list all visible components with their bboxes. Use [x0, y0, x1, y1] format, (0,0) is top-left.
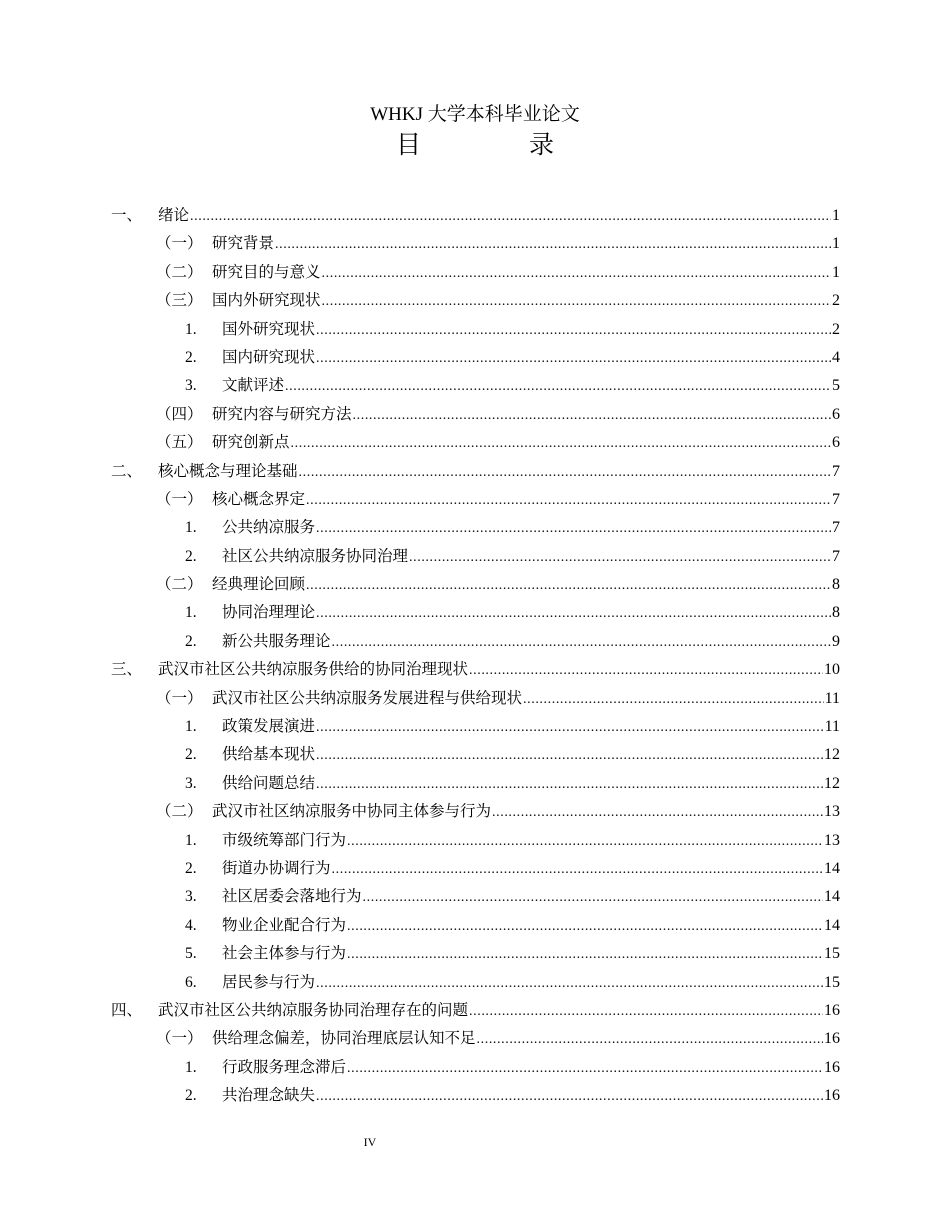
- toc-title: 目 录: [396, 130, 604, 159]
- toc-entry-number: 三、: [111, 660, 143, 679]
- toc-entry-label: 社会主体参与行为: [222, 944, 347, 963]
- toc-entry-page: 16: [824, 1087, 840, 1105]
- toc-entry[interactable]: [111, 1081, 840, 1109]
- toc-entry-page: 4: [832, 348, 840, 366]
- toc-entry-page: 2: [832, 320, 840, 338]
- toc-entry-page: 15: [824, 945, 840, 963]
- toc-dot-leader: [353, 402, 831, 430]
- page-number-footer: IV: [363, 1135, 377, 1149]
- toc-entry-page: 12: [824, 774, 840, 792]
- toc-dot-leader: [316, 1083, 823, 1111]
- toc-dot-leader: [316, 600, 831, 628]
- toc-entry-page: 9: [832, 632, 840, 650]
- toc-entry-number: 3.: [185, 888, 197, 906]
- toc-entry[interactable]: [111, 513, 840, 541]
- toc-entry-page: 6: [832, 405, 840, 423]
- toc-entry[interactable]: [111, 627, 840, 655]
- toc-entry-label: 共治理念缺失: [222, 1086, 316, 1105]
- toc-entry-label: 社区公共纳凉服务协同治理: [222, 546, 409, 565]
- toc-dot-leader: [347, 913, 823, 941]
- toc-entry-page: 14: [824, 859, 840, 877]
- toc-entry-page: 11: [824, 689, 840, 707]
- toc-entry-number: 1.: [185, 831, 197, 849]
- toc-dot-leader: [306, 487, 831, 515]
- toc-dot-leader: [409, 544, 831, 572]
- toc-entry[interactable]: [111, 1024, 840, 1052]
- toc-entry-page: 8: [832, 576, 840, 594]
- toc-entry-number: （一）: [156, 688, 203, 707]
- toc-entry-page: 6: [832, 434, 840, 452]
- toc-dot-leader: [316, 345, 831, 373]
- toc-entry-page: 1: [832, 263, 840, 281]
- toc-entry-number: 四、: [111, 1000, 143, 1019]
- toc-dot-leader: [275, 231, 831, 259]
- toc-entry[interactable]: [111, 854, 840, 882]
- toc-entry[interactable]: [111, 315, 840, 343]
- toc-entry[interactable]: [111, 996, 840, 1024]
- toc-dot-leader: [316, 317, 831, 345]
- toc-entry-label: 新公共服务理论: [222, 631, 331, 650]
- toc-entry-label: 绪论: [158, 206, 190, 224]
- toc-entry-page: 5: [832, 377, 840, 395]
- toc-dot-leader: [306, 572, 831, 600]
- toc-entry-label: 街道办协调行为: [222, 858, 331, 877]
- toc-entry-label: 协同治理理论: [222, 603, 316, 622]
- toc-entry[interactable]: [111, 400, 840, 428]
- toc-entry-number: （五）: [156, 433, 203, 452]
- toc-entry-page: 14: [824, 916, 840, 934]
- toc-entry[interactable]: [111, 684, 840, 712]
- toc-entry-number: 2.: [185, 348, 197, 366]
- toc-entry-number: 1.: [185, 519, 197, 537]
- toc-dot-leader: [332, 629, 831, 657]
- toc-entry[interactable]: [111, 258, 840, 286]
- toc-entry-label: 社区居委会落地行为: [222, 887, 362, 906]
- toc-entry[interactable]: [111, 655, 840, 683]
- toc-entry-label: 武汉市社区公共纳凉服务发展进程与供给现状: [212, 688, 523, 707]
- toc-dot-leader: [322, 260, 831, 288]
- toc-entry[interactable]: [111, 457, 840, 485]
- toc-entry-page: 1: [832, 207, 840, 224]
- toc-entry[interactable]: [111, 911, 840, 939]
- toc-entry-number: 二、: [111, 461, 143, 480]
- toc-entry[interactable]: [111, 371, 840, 399]
- toc-entry-label: 行政服务理念滞后: [222, 1057, 347, 1076]
- toc-dot-leader: [347, 828, 823, 856]
- table-of-contents: [111, 201, 840, 1110]
- toc-entry-label: 武汉市社区公共纳凉服务供给的协同治理现状: [158, 660, 469, 679]
- toc-entry[interactable]: [111, 939, 840, 967]
- toc-entry-number: （一）: [156, 1029, 203, 1048]
- toc-entry-page: 2: [832, 292, 840, 310]
- toc-entry-number: 4.: [185, 916, 197, 934]
- toc-dot-leader: [316, 771, 823, 799]
- toc-entry-number: （二）: [156, 262, 203, 281]
- toc-dot-leader: [316, 515, 831, 543]
- toc-entry-label: 核心概念界定: [212, 489, 306, 508]
- toc-entry-label: 武汉市社区公共纳凉服务协同治理存在的问题: [158, 1000, 469, 1019]
- toc-entry-page: 11: [824, 718, 840, 736]
- toc-dot-leader: [322, 288, 831, 316]
- toc-entry-page: 1: [832, 235, 840, 253]
- toc-entry[interactable]: [111, 229, 840, 257]
- toc-entry-page: 7: [832, 547, 840, 565]
- toc-entry-label: 核心概念与理论基础: [158, 461, 298, 480]
- toc-entry-number: （二）: [156, 802, 203, 821]
- toc-entry[interactable]: [111, 740, 840, 768]
- toc-entry-number: （一）: [156, 489, 203, 508]
- toc-entry[interactable]: [111, 286, 840, 314]
- toc-entry[interactable]: [111, 343, 840, 371]
- toc-entry-number: 1.: [185, 1058, 197, 1076]
- toc-entry[interactable]: [111, 882, 840, 910]
- toc-entry[interactable]: [111, 797, 840, 825]
- toc-entry-page: 13: [824, 831, 840, 849]
- toc-entry-number: （四）: [156, 404, 203, 423]
- toc-dot-leader: [347, 1055, 823, 1083]
- toc-entry-page: 8: [832, 604, 840, 622]
- toc-entry-label: 供给理念偏差，协同治理底层认知不足: [212, 1029, 476, 1048]
- toc-dot-leader: [492, 799, 823, 827]
- toc-entry-label: 武汉市社区纳凉服务中协同主体参与行为: [212, 802, 492, 821]
- toc-entry-number: 2.: [185, 547, 197, 565]
- toc-entry-label: 政策发展演进: [222, 717, 316, 736]
- toc-entry-label: 市级统筹部门行为: [222, 830, 347, 849]
- toc-entry-label: 文献评述: [222, 376, 285, 395]
- toc-dot-leader: [523, 686, 824, 714]
- toc-entry[interactable]: [111, 1053, 840, 1081]
- toc-entry-page: 13: [824, 803, 840, 821]
- toc-entry-label: 物业企业配合行为: [222, 915, 347, 934]
- toc-entry-page: 14: [824, 888, 840, 906]
- toc-dot-leader: [285, 373, 831, 401]
- toc-entry-number: 1.: [185, 604, 197, 622]
- toc-dot-leader: [316, 970, 823, 998]
- toc-entry[interactable]: [111, 428, 840, 456]
- toc-entry[interactable]: [111, 712, 840, 740]
- toc-dot-leader: [469, 657, 823, 685]
- toc-entry-number: 3.: [185, 774, 197, 792]
- toc-entry-page: 16: [824, 1030, 840, 1048]
- toc-entry-number: 一、: [111, 206, 143, 224]
- toc-entry-page: 10: [824, 661, 840, 679]
- toc-dot-leader: [190, 203, 831, 231]
- toc-entry-page: 16: [824, 1058, 840, 1076]
- toc-entry-label: 研究目的与意义: [212, 262, 321, 281]
- toc-entry[interactable]: [111, 570, 840, 598]
- toc-entry[interactable]: [111, 968, 840, 996]
- toc-dot-leader: [469, 998, 823, 1026]
- toc-entry-label: 供给问题总结: [222, 773, 316, 792]
- toc-entry-number: 1.: [185, 718, 197, 736]
- toc-entry-page: 16: [824, 1001, 840, 1019]
- toc-dot-leader: [332, 856, 823, 884]
- toc-entry-number: 2.: [185, 1087, 197, 1105]
- toc-entry-number: （三）: [156, 291, 203, 310]
- toc-entry-page: 7: [832, 519, 840, 537]
- toc-entry-label: 供给基本现状: [222, 745, 316, 764]
- toc-entry[interactable]: [111, 598, 840, 626]
- toc-dot-leader: [316, 714, 824, 742]
- toc-entry-number: 2.: [185, 859, 197, 877]
- toc-entry-number: 6.: [185, 973, 197, 991]
- toc-entry-number: 3.: [185, 377, 197, 395]
- toc-entry-number: （一）: [156, 234, 203, 253]
- toc-entry-number: 5.: [185, 945, 197, 963]
- toc-entry-number: 2.: [185, 632, 197, 650]
- toc-dot-leader: [477, 1026, 823, 1054]
- toc-entry[interactable]: [111, 201, 840, 229]
- toc-entry-label: 研究创新点: [212, 433, 290, 452]
- toc-entry-number: （二）: [156, 575, 203, 594]
- toc-entry-label: 公共纳凉服务: [222, 518, 316, 537]
- toc-entry-label: 研究背景: [212, 234, 275, 253]
- toc-entry-label: 国内外研究现状: [212, 291, 321, 310]
- document-header: WHKJ 大学本科毕业论文: [370, 104, 580, 125]
- toc-entry[interactable]: [111, 826, 840, 854]
- toc-entry-page: 15: [824, 973, 840, 991]
- toc-entry-label: 国内研究现状: [222, 347, 316, 366]
- toc-entry-label: 经典理论回顾: [212, 575, 306, 594]
- toc-entry-page: 12: [824, 746, 840, 764]
- toc-entry-number: 1.: [185, 320, 197, 338]
- toc-dot-leader: [316, 742, 823, 770]
- toc-entry[interactable]: [111, 485, 840, 513]
- toc-dot-leader: [291, 430, 831, 458]
- toc-dot-leader: [363, 884, 823, 912]
- toc-dot-leader: [347, 941, 823, 969]
- toc-dot-leader: [299, 459, 831, 487]
- toc-entry-label: 研究内容与研究方法: [212, 404, 352, 423]
- toc-entry-page: 7: [832, 490, 840, 508]
- toc-entry-page: 7: [832, 462, 840, 480]
- toc-entry[interactable]: [111, 542, 840, 570]
- toc-entry-label: 国外研究现状: [222, 319, 316, 338]
- toc-entry-label: 居民参与行为: [222, 972, 316, 991]
- toc-entry[interactable]: [111, 769, 840, 797]
- toc-entry-number: 2.: [185, 746, 197, 764]
